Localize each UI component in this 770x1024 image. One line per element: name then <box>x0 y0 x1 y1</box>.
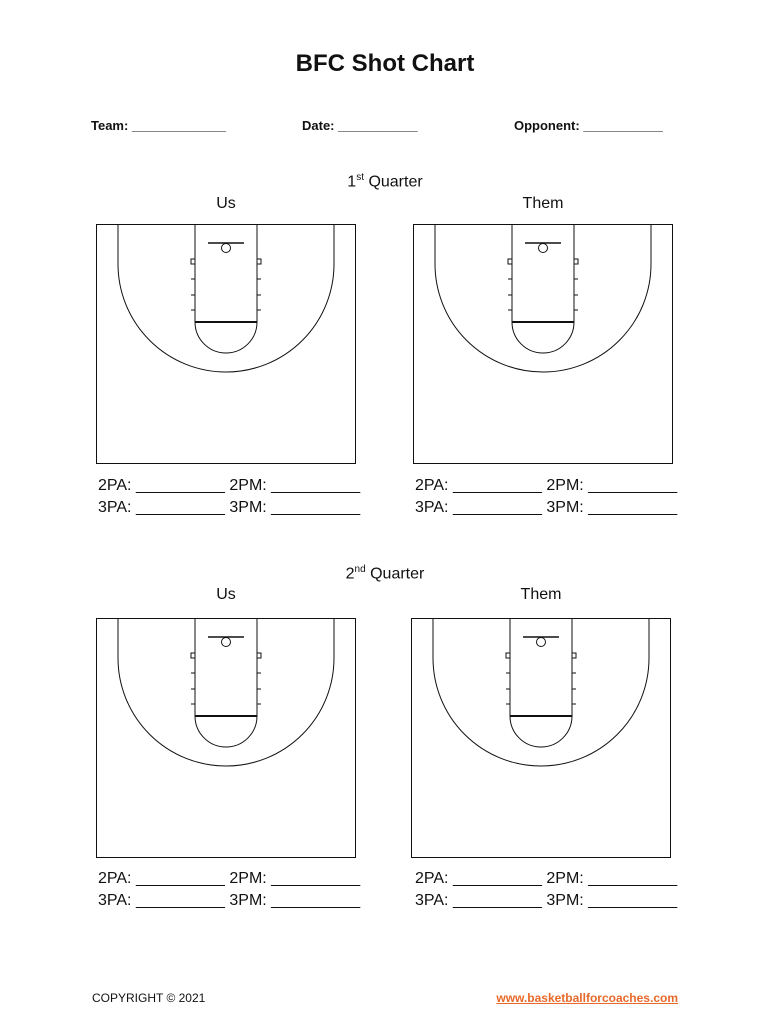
free-throw-circle <box>512 322 574 353</box>
quarter-2-number: 2 <box>345 565 355 583</box>
three-point-line <box>433 618 649 766</box>
lane-hash-marks <box>191 259 261 310</box>
stats-line-2pt: 2PA: __________ 2PM: __________ <box>98 870 361 887</box>
stats-line-3pt: 3PA: __________ 3PM: __________ <box>98 499 361 516</box>
quarter-1-heading <box>0 172 770 191</box>
lane-hash-marks <box>191 653 261 704</box>
free-throw-circle <box>195 716 257 747</box>
court-boundary <box>97 619 356 858</box>
three-point-line <box>118 224 334 372</box>
quarter-1-us-court <box>96 224 356 464</box>
quarter-2-heading <box>0 564 770 583</box>
paint-lane <box>512 224 574 322</box>
quarter-1-us-stats <box>98 475 360 519</box>
page-title: BFC Shot Chart <box>295 50 475 77</box>
copyright-text: COPYRIGHT © 2021 <box>92 991 206 1005</box>
paint-lane <box>510 618 572 716</box>
basket-rim <box>222 638 231 647</box>
lane-hash-marks <box>508 259 578 310</box>
stats-line-3pt: 3PA: __________ 3PM: __________ <box>415 499 678 516</box>
basket-rim <box>537 638 546 647</box>
three-point-line <box>435 224 651 372</box>
paint-lane <box>195 618 257 716</box>
court-boundary <box>97 225 356 464</box>
quarter-1-label: Quarter <box>368 173 423 191</box>
website-link[interactable]: www.basketballforcoaches.com <box>496 991 678 1005</box>
quarter-2-us-label: Us <box>216 586 236 603</box>
free-throw-circle <box>510 716 572 747</box>
lane-hash-marks <box>506 653 576 704</box>
quarter-2-them-stats <box>415 868 677 912</box>
three-point-line <box>118 618 334 766</box>
opponent-field: Opponent: ___________ <box>514 118 663 133</box>
stats-line-2pt: 2PA: __________ 2PM: __________ <box>415 477 678 494</box>
court-boundary <box>414 225 673 464</box>
free-throw-circle <box>195 322 257 353</box>
team-field: Team: _____________ <box>91 118 226 133</box>
quarter-2-label: Quarter <box>370 565 425 583</box>
quarter-2-suffix: nd <box>354 564 366 575</box>
quarter-1-them-court <box>413 224 673 464</box>
date-field: Date: ___________ <box>302 118 418 133</box>
stats-line-3pt: 3PA: __________ 3PM: __________ <box>98 892 361 909</box>
quarter-2-us-court <box>96 618 356 858</box>
quarter-2-us-stats <box>98 868 360 912</box>
basket-rim <box>539 244 548 253</box>
stats-line-3pt: 3PA: __________ 3PM: __________ <box>415 892 678 909</box>
paint-lane <box>195 224 257 322</box>
quarter-1-them-stats <box>415 475 677 519</box>
quarter-1-suffix: st <box>356 172 364 183</box>
quarter-2-them-label: Them <box>520 586 562 603</box>
stats-line-2pt: 2PA: __________ 2PM: __________ <box>98 477 361 494</box>
quarter-2-them-court <box>411 618 671 858</box>
basket-rim <box>222 244 231 253</box>
stats-line-2pt: 2PA: __________ 2PM: __________ <box>415 870 678 887</box>
court-boundary <box>412 619 671 858</box>
quarter-1-them-label: Them <box>522 195 564 212</box>
quarter-1-us-label: Us <box>216 195 236 212</box>
quarter-1-number: 1 <box>347 173 357 191</box>
